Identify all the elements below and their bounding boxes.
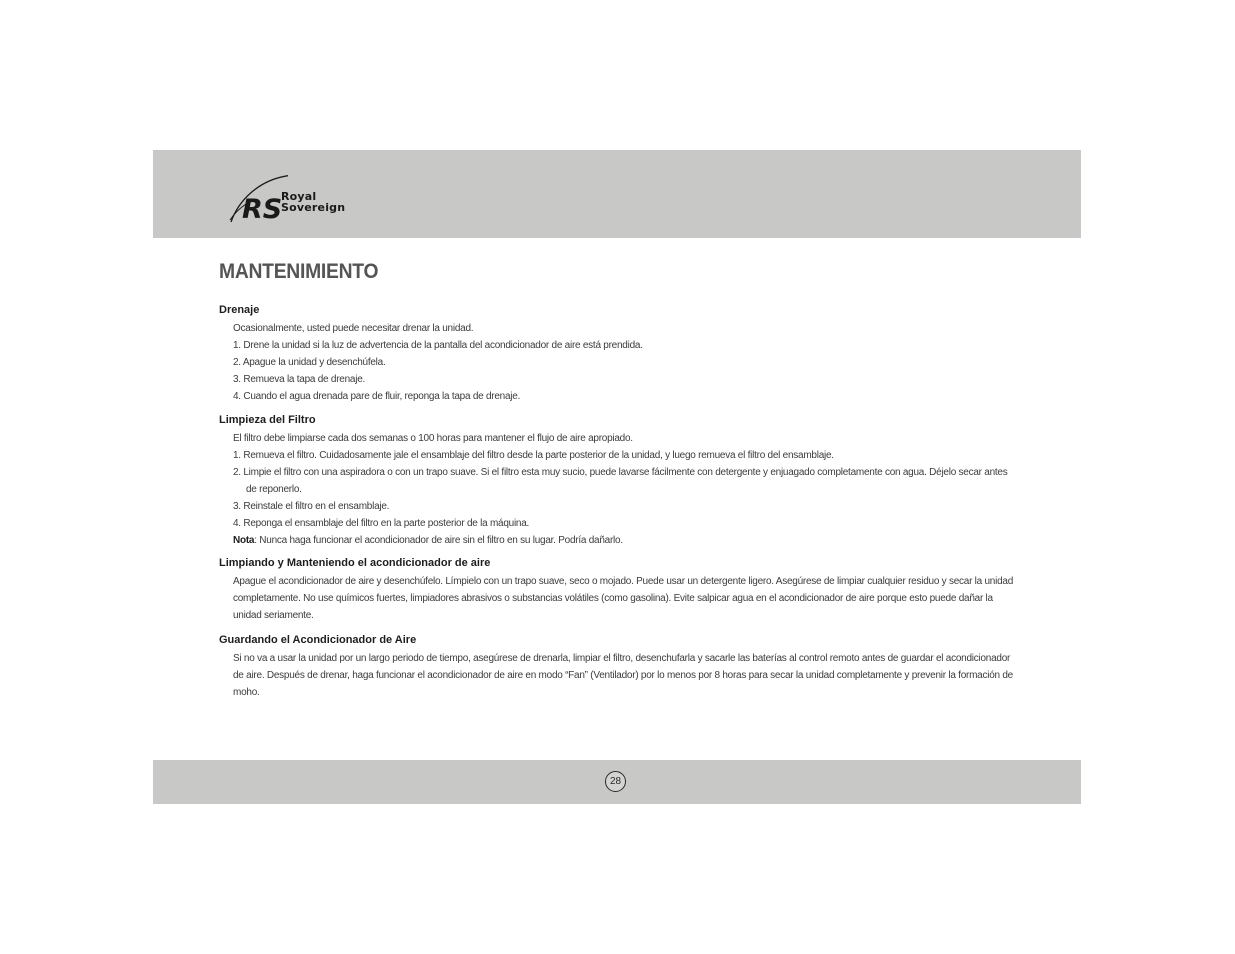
section-paragraph: Si no va a usar la unidad por un largo periodo de tiempo, asegúrese de drenarla, limpiar el filtro, desenchufarla y sacarle las baterías al control remoto antes de guardar el acondicionador de aire. Después de drenar, haga funcionar el acondicionador de aire en modo “Fan” (Ventilador) por lo menos por 8 horas para secar la unidad completamente y prevenir la formación de moho. (233, 653, 1013, 698)
section-limpieza-filtro (219, 413, 1019, 549)
page-title: MANTENIMIENTO (219, 260, 379, 283)
brand-name (281, 191, 345, 213)
royal-sovereign-logo (228, 172, 358, 226)
section-line: 4. Cuando el agua drenada pare de fluir, reponga la tapa de drenaje. (233, 391, 521, 402)
section-line: 2. Limpie el filtro con una aspiradora o con un trapo suave. Si el filtro esta muy sucio, puede lavarse fácilmente con detergente y enjuagado completamente con agua. Déjelo secar antes de reponerlo. (233, 467, 1008, 495)
filter-note (219, 532, 1019, 549)
section-limpiando-manteniendo (219, 556, 1019, 624)
section-line: El filtro debe limpiarse cada dos semanas o 100 horas para mantener el flujo de aire apropiado. (233, 433, 633, 444)
section-guardando (219, 633, 1019, 701)
note-label: Nota (233, 535, 255, 546)
section-heading: Limpiando y Manteniendo el acondicionador de aire (219, 557, 491, 569)
section-line: 1. Drene la unidad si la luz de advertencia de la pantalla del acondicionador de aire está prendida. (233, 340, 643, 351)
brand-line-1: Royal (281, 190, 317, 203)
section-line: 2. Apague la unidad y desenchúfela. (233, 357, 386, 368)
brand-line-2: Sovereign (281, 201, 346, 214)
section-line: Ocasionalmente, usted puede necesitar drenar la unidad. (233, 323, 474, 334)
rs-initials: RS (242, 194, 283, 225)
section-line: 4. Reponga el ensamblaje del filtro en la parte posterior de la máquina. (233, 518, 530, 529)
section-heading: Limpieza del Filtro (219, 414, 316, 426)
section-line: 1. Remueva el filtro. Cuidadosamente jale el ensamblaje del filtro desde la parte posterior de la unidad, y luego remueva el filtro del ensamblaje. (233, 450, 834, 461)
page-number: 28 (605, 771, 626, 792)
section-paragraph: Apague el acondicionador de aire y desenchúfelo. Límpielo con un trapo suave, seco o mojado. Puede usar un detergente ligero. Asegúrese de limpiar cualquier residuo y secar la unidad completamente. No use químicos fuertes, limpiadores abrasivos o substancias volátiles (como gasolina). Evite salpicar agua en el acondicionador de aire porque esto puede dañar la unidad seriamente. (233, 576, 1014, 621)
section-heading: Guardando el Acondicionador de Aire (219, 634, 417, 646)
section-line: 3. Remueva la tapa de drenaje. (233, 374, 366, 385)
rs-swoosh-icon (228, 172, 288, 226)
note-text: : Nunca haga funcionar el acondicionador de aire sin el filtro en su lugar. Podría dañarlo. (254, 535, 623, 546)
section-heading: Drenaje (219, 304, 260, 316)
section-drenaje (219, 303, 1019, 405)
section-line: 3. Reinstale el filtro en el ensamblaje. (233, 501, 390, 512)
